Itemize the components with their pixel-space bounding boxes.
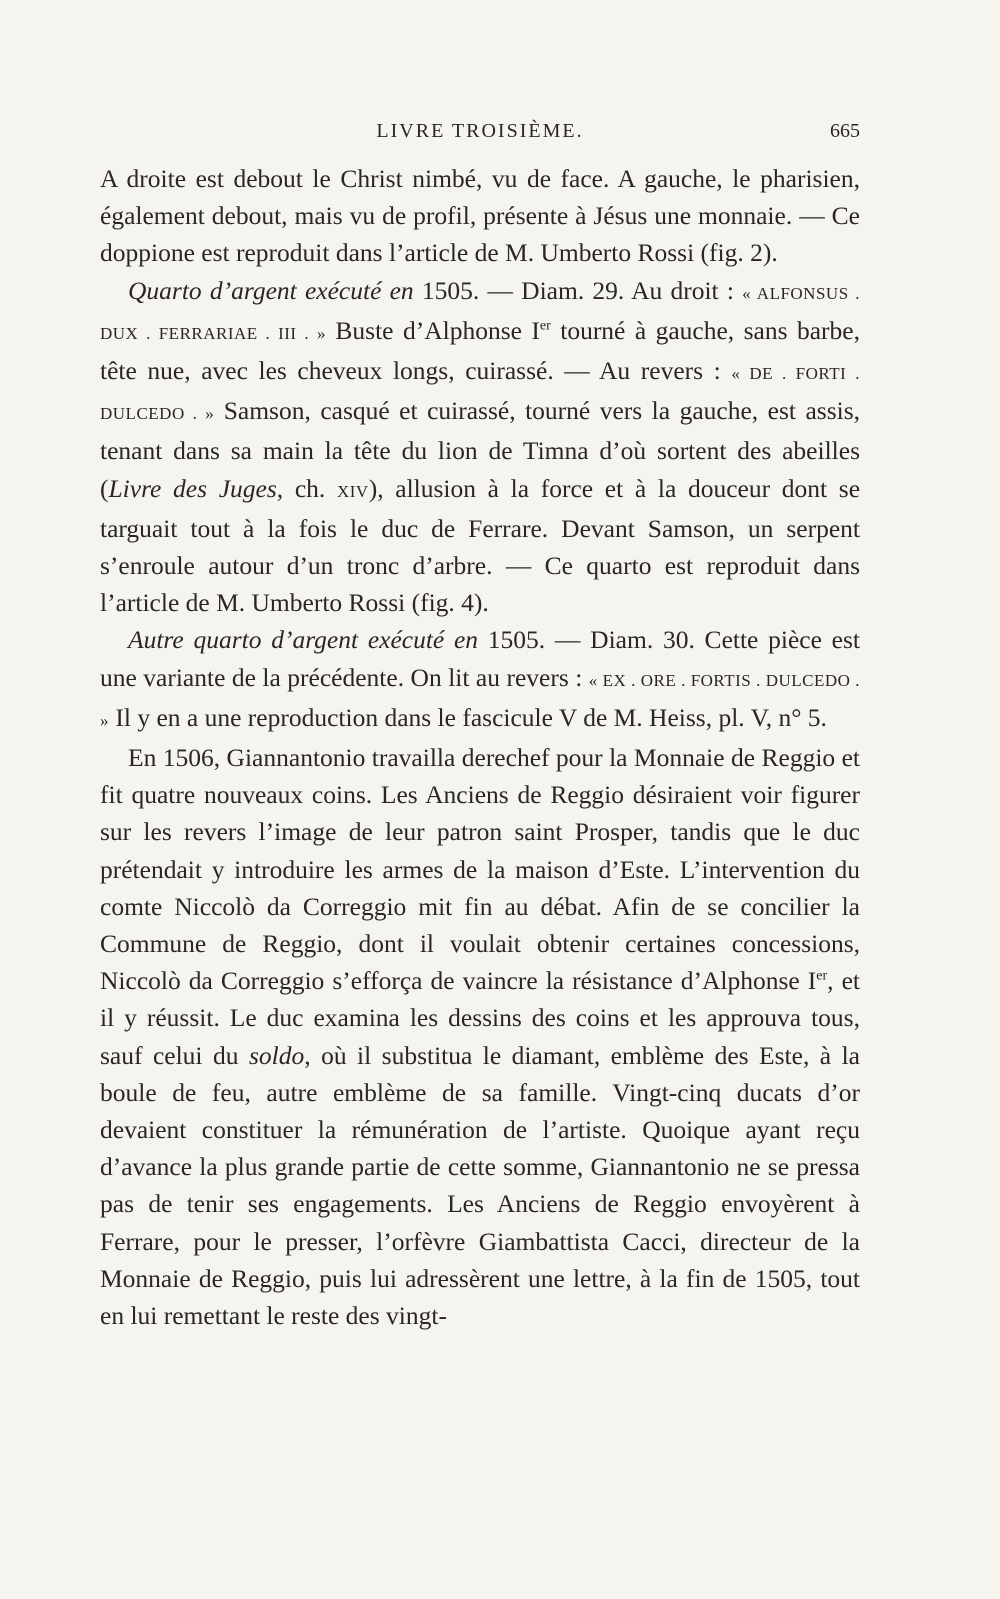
item-title: Quarto d’argent exécuté en xyxy=(128,275,414,305)
paragraph-autre-quarto xyxy=(100,621,860,739)
paragraph-christ-description xyxy=(100,160,860,272)
paragraph-text: 1505. — Diam. 29. Au droit : xyxy=(413,275,743,305)
paragraph-text: Samson, casqué et cuirassé, tourné vers la gauche, est assis, tenant dans sa main la tête du lion de Timna d’où sortent des abeilles ( xyxy=(100,396,861,503)
coin-legend-reverse: « DE . FORTI . DULCEDO . » xyxy=(100,364,860,424)
body-text xyxy=(100,160,860,1334)
paragraph-text: ), allusion à la force et à la douceur dont se targuait tout à la fois le duc de Ferrare. Devant Samson, un serpent s’enroule autour d’un tronc d’arbre. — Ce quarto est reproduit dans l’article de M. Umberto Rossi (fig. 4). xyxy=(100,473,861,618)
coin-name: soldo xyxy=(248,1040,305,1070)
paragraph-text: 1505. — Diam. 30. Cette pièce est une variante de la précédente. On lit au revers : xyxy=(100,625,860,692)
paragraph-text: , et il y réussit. Le duc examina les dessins des coins et les approuva tous, sauf celui du xyxy=(100,966,860,1070)
coin-legend-reverse: « EX . ORE . FORTIS . DULCEDO . » xyxy=(100,670,861,730)
paragraph-quarto-1505 xyxy=(100,272,860,622)
paragraph-1506-coins xyxy=(100,739,860,1334)
paragraph-text: A droite est debout le Christ nimbé, vu de face. A gauche, le pharisien, également debout, mais vu de profil, présente à Jésus une monnaie. — Ce doppione est reproduit dans l’article de M. Umberto Rossi (fig. 2). xyxy=(100,164,860,268)
paragraph-text: , où il substitua le diamant, emblème des Este, à la boule de feu, autre emblème de sa famille. Vingt-cinq ducats d’or devaient constituer la rémunération de l’artiste. Quoique ayant reçu d’avance la plus grande partie de cette somme, Giannantonio ne se pressa pas de tenir ses engagements. Les Anciens de Reggio envoyèrent à Ferrare, pour le presser, l’orfèvre Giambattista Cacci, directeur de la Monnaie de Reggio, puis lui adressèrent une lettre, à la fin de 1505, tout en lui remettant le reste des vingt- xyxy=(100,1040,860,1331)
book-reference: Livre des Juges xyxy=(108,473,277,503)
superscript: er xyxy=(539,318,551,334)
coin-legend-obverse: « ALFONSUS . DUX . FERRARIAE . III . » xyxy=(100,283,860,343)
paragraph-text: tourné à gauche, sans barbe, tête nue, avec les cheveux longs, cuirassé. — Au revers : xyxy=(100,315,860,386)
page-number: 665 xyxy=(830,120,860,142)
paragraph-text: Il y en a une reproduction dans le fascicule V de M. Heiss, pl. V, n° 5. xyxy=(109,702,827,732)
running-header xyxy=(100,114,860,148)
paragraph-text: En 1506, Giannantonio travailla derechef pour la Monnaie de Reggio et fit quatre nouveaux coins. Les Anciens de Reggio désiraient voir figurer sur les revers l’image de leur patron saint Prosper, tandis que le duc prétendait y introduire les armes de la maison d’Este. L’intervention du comte Niccolò da Correggio mit fin au débat. Afin de se concilier la Commune de Reggio, dont il voulait obtenir certaines concessions, Niccolò da Correggio s’efforça de vaincre la résistance d’Alphonse I xyxy=(100,743,860,996)
paragraph-text: , ch. xyxy=(276,473,337,503)
paragraph-text: Buste d’Alphonse I xyxy=(325,315,540,345)
superscript: er xyxy=(816,968,828,984)
chapter-number: XIV xyxy=(336,481,369,501)
running-title: LIVRE TROISIÈME. xyxy=(376,120,584,142)
item-title: Autre quarto d’argent exécuté en xyxy=(128,625,479,655)
